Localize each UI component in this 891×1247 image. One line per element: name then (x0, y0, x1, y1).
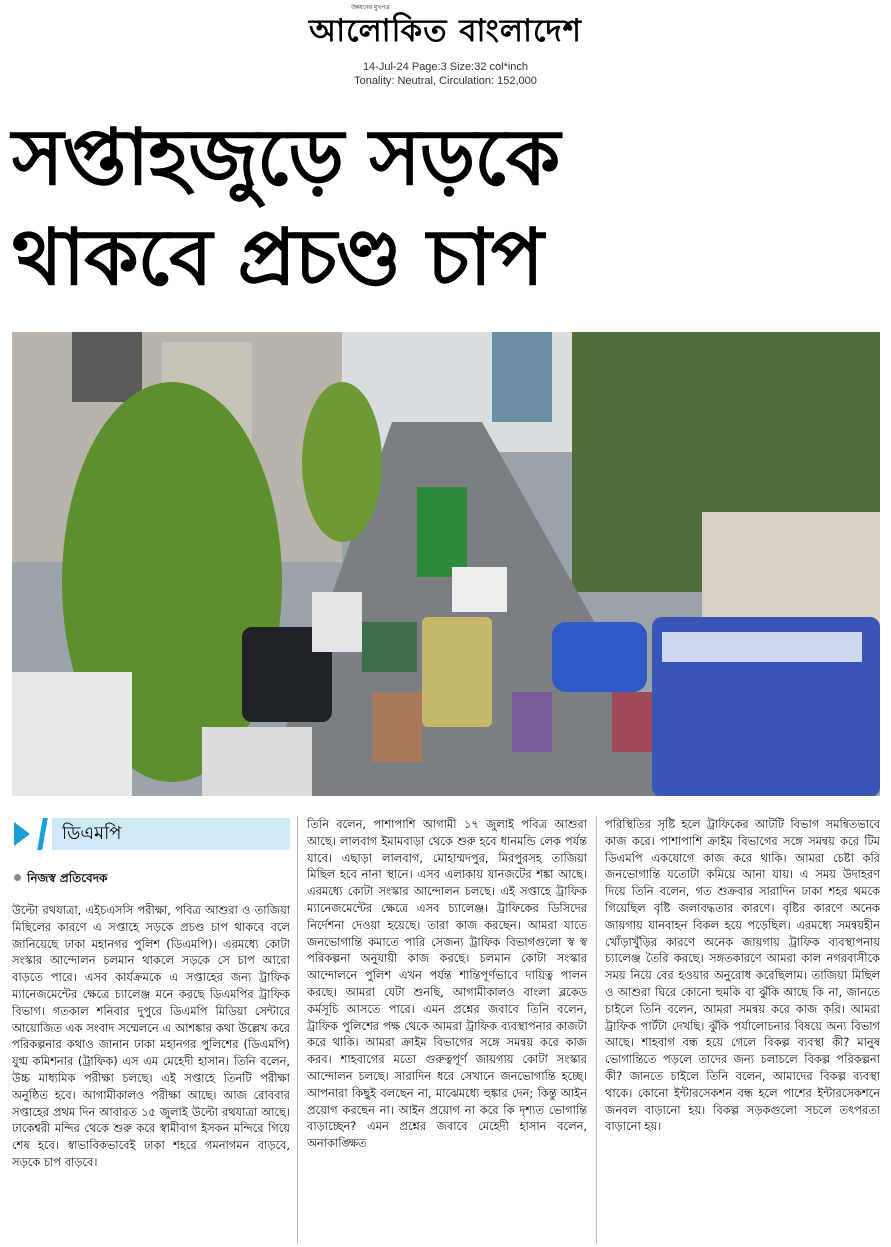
article-column-1 (12, 902, 290, 1244)
section-label: ডিএমপি (62, 823, 122, 844)
article-paragraph: পরিস্থিতির সৃষ্টি হলে ট্রাফিকের আটটি বিভাগ সমন্বিতভাবে কাজ করে। পাশাপাশি ক্রাইম বিভাগের সঙ্গে সমন্বয় করে টিম ডিএমপি একযোগে কাজ করে থাকি। আমরা চেষ্টা করি জনভোগান্তি যতোটা কমিয়ে আনা যায়। এ সময় উদাহরণ দিয়ে তিনি বলেন, গত শুক্রবার সারাদিন ঢাকা শহর থমকে গিয়েছিল বৃষ্টি জলাবদ্ধতার কারণে। বৃষ্টির কারণে অনেক জায়গায় যানবাহন বিকল হয়ে পড়েছিল। এরমধ্যে সমন্বয়হীন খোঁড়াখুঁড়ির কারণে অনেক জায়গায় ট্রাফিক ব্যবস্থাপনায় চ্যালেঞ্জ তৈরি করছে। সঙ্গতকারণে আমরা কাল নগরবাসীকে সময় নিয়ে বের হওয়ার অনুরোধ করেছিলাম। তাজিয়া মিছিল ও আশুরা ঘিরে কোনো হুমকি বা ঝুঁকি আছে কি না, জানতে চাইলে তিনি বলেন, আমরা সমন্বয় করে কাজ করি। আমরা ট্রাফিক পার্টটা দেখছি। ঝুঁকি পর্যালোচনার বিষয়ে অন্য বিভাগ আছে। শাহবাগ বন্ধ হয়ে গেলে বিকল্প ব্যবস্থা কী? মানুষ ভোগান্তিতে পড়লে তাদের জন্য চলাচলে বিকল্প পরিকল্পনা কী? জানতে চাইলে তিনি বলেন, আমাদের বিকল্প ব্যবস্থা থাকে। কোনো ইন্টারসেকশন বন্ধ হলে পাশের ইন্টারসেকশনে জনবল বাড়ানো হয়। বিকল্প সড়কগুলো সচলে তৎপরতা বাড়ানো হয়। (605, 817, 880, 1134)
column-divider (297, 816, 298, 1244)
section-bar (37, 818, 48, 850)
section-tag (12, 816, 290, 852)
masthead (0, 4, 891, 54)
article-column-2 (307, 816, 587, 1244)
article-paragraph: উল্টো রথযাত্রা, এইচএসসি পরীক্ষা, পবিত্র আশুরা ও তাজিয়া মিছিলের কারণে এ সপ্তাহে সড়কে প্রচণ্ড চাপ থাকবে বলে জানিয়েছে ঢাকা মহানগর পুলিশ (ডিএমপি)। এরমধ্যে কোটা সংস্কার আন্দোলন চলমান থাকলে সড়কে সে চাপ আরো বাড়তে পারে। এসব কার্যক্রমকে এ সপ্তাহের জন্য ট্রাফিক ম্যানেজমেন্টের ক্ষেত্রে চ্যালেঞ্জ মনে করছে ডিএমপির ট্রাফিক বিভাগ। গতকাল শনিবার দুপুরে ডিএমপি মিডিয়া সেন্টারে আয়োজিত এক সংবাদ সম্মেলনে এ আশঙ্কার কথা উল্লেখ করে পরিকল্পনার কথাও জানান ঢাকা মহানগর পুলিশের (ডিএমপি) যুগ্ম কমিশনার (ট্রাফিক) এস এম মেহেদী হাসান। তিনি বলেন, উচ্চ মাধ্যমিক পরীক্ষা চলছে। এই সপ্তাহে তিনটি পরীক্ষা অনুষ্ঠিত হবে। আগামীকালও পরীক্ষা আছে। আজ রোববার সপ্তাহের প্রথম দিন আবারত ১৫ জুলাই উল্টো রথযাত্রা আছে। ঢাকেশ্বরী মন্দির থেকে শুরু করে স্বামীবাগ ইসকন মন্দিরে গিয়ে শেষ হবে। স্বাভাবিকভাবেই ঢাকা শহরে গমনাগমন বাড়বে, সড়কে চাপ বাড়বে। (12, 903, 290, 1169)
traffic-photo (12, 332, 880, 796)
headline-line-1: সপ্তাহজুড়ে সড়কে (12, 113, 560, 203)
clipping-meta-line-1: 14-Jul-24 Page:3 Size:32 col*inch (362, 61, 529, 73)
clipping-meta-line-2: Tonality: Neutral, Circulation: 152,000 (354, 75, 537, 87)
headline (12, 108, 652, 308)
bullet-icon (14, 874, 21, 881)
article-paragraph: তিনি বলেন, পাশাপাশি আগামী ১৭ জুলাই পবিত্র আশুরা আছে। লালবাগ ইমামবাড়া থেকে শুরু হবে ধানমন্ডি লেক পর্যন্ত যাবে। এছাড়া লালবাগ, মোহাম্মদপুর, মিরপুরসহ তাজিয়া মিছিল হবে নানা স্থানে। এসব এলাকায় যানজটের শঙ্কা আছে। এরমধ্যে কোটা সংস্কার আন্দোলন চলছে। এই সপ্তাহে ট্রাফিক ম্যানেজমেন্টের ক্ষেত্রে এসব চ্যালেঞ্জ। ট্রাফিকের ডিসিদের নির্দেশনা দেওয়া হয়েছে। তারা কাজ করছেন। আমরা যাতে জনভোগান্তি কমাতে পারি সেজন্য ট্রাফিক বিভাগগুলো স্ব স্ব পরিকল্পনা অনুযায়ী কাজ করছে। চলমান কোটা সংস্কার আন্দোলনে পুলিশ এখন পর্যন্ত শান্তিপূর্ণভাবে দায়িত্ব পালন করছে। আমরা যেটা শুনছি, আগামীকালও বাংলা ব্লকেড কর্মসূচি আসতে পারে। এমন প্রশ্নের জবাবে তিনি বলেন, ট্রাফিক পুলিশের পক্ষ থেকে আমরা ট্রাফিক ব্যবস্থাপনার কাজটা করে থাকি। আমরা ক্রাইম বিভাগের সঙ্গে সমন্বয় করে কাজ করব। শাহবাগের মতো গুরুত্বপূর্ণ জায়গায় কোটা সংস্কার আন্দোলন চলছে। সারাদিন ধরে সেখানে জনভোগান্তি হচ্ছে। আপনারা কিছুই বলছেন না, মাঝেমধ্যে হুঙ্কার দেন; কিন্তু আইন প্রয়োগ করছেন না। আইন প্রয়োগ না করে কি দৃশ্যত ভোগান্তি বাড়াচ্ছেন? এমন প্রশ্নের জবাবে মেহেদী হাসান বলেন, অনাকাঙ্ক্ষিত (307, 817, 587, 1151)
section-arrow-icon (14, 822, 30, 846)
article-column-3 (605, 816, 880, 1244)
column-divider (596, 816, 597, 1244)
headline-line-2: থাকবে প্রচণ্ড চাপ (12, 213, 543, 303)
byline-text: নিজস্ব প্রতিবেদক (27, 871, 108, 885)
byline (14, 870, 107, 886)
masthead-tagline: উন্নয়নের মুখপত্র (351, 4, 390, 11)
masthead-title: আলোকিত বাংলাদেশ (308, 13, 583, 49)
